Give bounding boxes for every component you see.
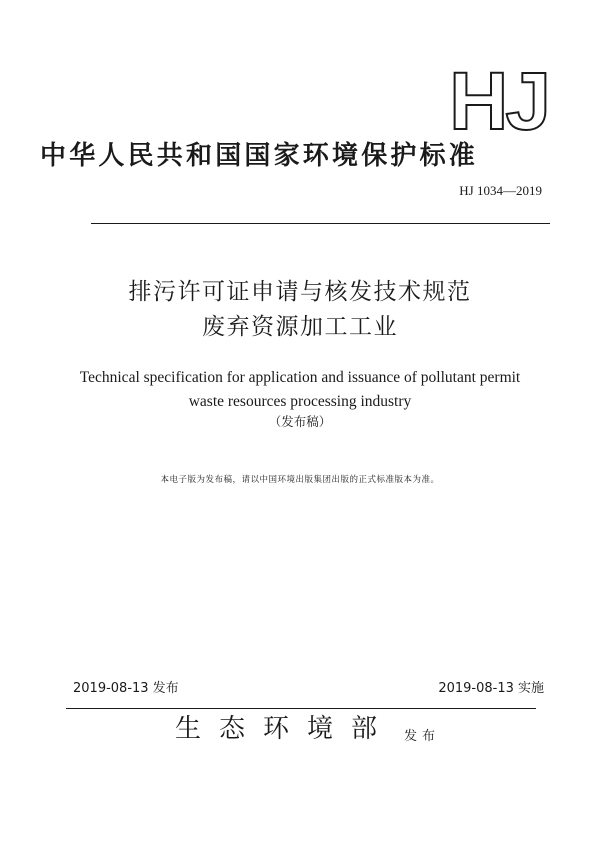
footer-divider	[66, 708, 536, 709]
electronic-version-notice: 本电子版为发布稿，请以中国环境出版集团出版的正式标准版本为准。	[160, 475, 440, 485]
publish-label: 发布	[404, 729, 441, 744]
organization-name: 中华人民共和国国家环境保护标准	[40, 141, 479, 171]
title-cn-line-2: 废弃资源加工工业	[202, 314, 398, 340]
title-cn-line-1: 排污许可证申请与核发技术规范	[128, 279, 472, 305]
standard-code: HJ 1034—2019	[459, 183, 542, 198]
title-en-line-1: Technical specification for application and issuance of pollutant permit	[79, 369, 521, 386]
implement-date: 2019-08-13 实施	[438, 681, 544, 696]
title-en-line-2: waste resources processing industry	[188, 393, 412, 410]
publisher-name: 生态环境部	[175, 714, 396, 744]
header-divider	[91, 223, 550, 224]
hj-logo: HJ	[449, 56, 548, 147]
issue-date: 2019-08-13 发布	[73, 681, 179, 696]
draft-label: （发布稿）	[268, 414, 332, 429]
